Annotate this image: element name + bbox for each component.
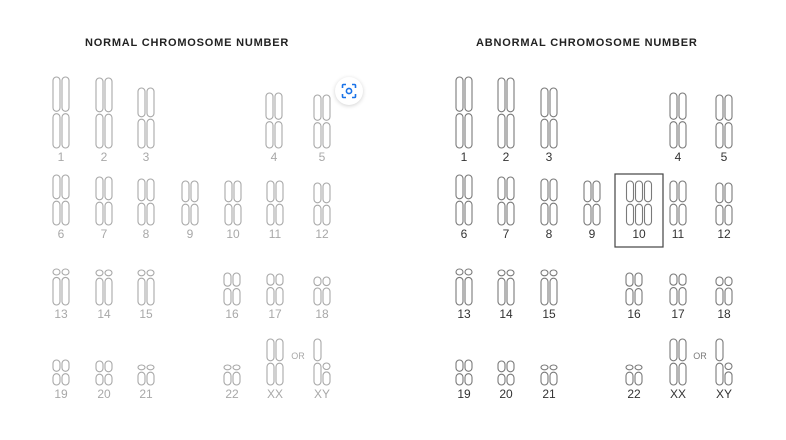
chromosome-abnormal-17 bbox=[670, 274, 686, 305]
chromosome-label: 20 bbox=[97, 387, 111, 401]
chromosome-label: 5 bbox=[318, 150, 326, 164]
chromosome-abnormal-18 bbox=[716, 277, 732, 305]
chromosome-label: 10 bbox=[226, 227, 240, 241]
chromosome-abnormal-16 bbox=[626, 273, 642, 305]
chromosome-label: 19 bbox=[54, 387, 68, 401]
chromosome-abnormal-9 bbox=[584, 181, 600, 225]
chromosome-label: 14 bbox=[97, 307, 111, 321]
chromosome-abnormal-8 bbox=[541, 179, 557, 225]
chromosome-label: 6 bbox=[460, 227, 468, 241]
chromosome-abnormal-4 bbox=[670, 93, 686, 148]
chromosome-normal-XX bbox=[267, 339, 283, 385]
chromosome-abnormal-10 bbox=[627, 181, 652, 225]
chromosome-abnormal-21 bbox=[541, 365, 557, 385]
chromosome-label: 18 bbox=[717, 307, 731, 321]
chromosome-label: 12 bbox=[717, 227, 731, 241]
chromosome-normal-18 bbox=[314, 277, 330, 305]
chromosome-label: 1 bbox=[460, 150, 468, 164]
chromosome-label: 15 bbox=[139, 307, 153, 321]
chromosome-abnormal-20 bbox=[498, 361, 514, 385]
chromosome-abnormal-XX bbox=[670, 339, 686, 385]
chromosome-label: 6 bbox=[57, 227, 65, 241]
chromosome-label: 22 bbox=[627, 387, 641, 401]
chromosome-abnormal-13 bbox=[456, 269, 472, 305]
chromosome-label: 20 bbox=[499, 387, 513, 401]
chromosome-label: 4 bbox=[270, 150, 278, 164]
chromosome-label: 11 bbox=[268, 227, 282, 241]
chromosome-label: 17 bbox=[268, 307, 282, 321]
chromosome-normal-20 bbox=[96, 361, 112, 385]
chromosome-label: XX bbox=[266, 387, 284, 401]
chromosome-normal-11 bbox=[267, 181, 283, 225]
chromosome-abnormal-15 bbox=[541, 270, 557, 305]
chromosome-label: 8 bbox=[545, 227, 553, 241]
chromosome-abnormal-22 bbox=[626, 365, 642, 385]
chromosome-label: 3 bbox=[545, 150, 553, 164]
or-label: OR bbox=[693, 351, 707, 361]
chromosome-normal-16 bbox=[224, 273, 240, 305]
chromosome-label: 3 bbox=[142, 150, 150, 164]
chromosome-normal-9 bbox=[182, 181, 198, 225]
abnormal-panel-title: ABNORMAL CHROMOSOME NUMBER bbox=[476, 37, 698, 49]
chromosome-normal-6 bbox=[53, 175, 69, 225]
chromosome-label: 18 bbox=[315, 307, 329, 321]
chromosome-normal-3 bbox=[138, 88, 154, 148]
chromosome-abnormal-1 bbox=[456, 77, 472, 148]
chromosome-label: 12 bbox=[315, 227, 329, 241]
chromosome-normal-19 bbox=[53, 360, 69, 385]
chromosome-label: XY bbox=[715, 387, 733, 401]
chromosome-normal-21 bbox=[138, 365, 154, 385]
chromosome-normal-2 bbox=[96, 78, 112, 148]
chromosome-normal-10 bbox=[225, 181, 241, 225]
chromosome-normal-XY bbox=[314, 339, 330, 385]
chromosome-abnormal-XY bbox=[716, 339, 732, 385]
chromosome-normal-7 bbox=[96, 177, 112, 225]
chromosome-label: 7 bbox=[502, 227, 510, 241]
chromosome-label: XY bbox=[313, 387, 331, 401]
chromosome-normal-15 bbox=[138, 270, 154, 305]
chromosome-label: 2 bbox=[502, 150, 510, 164]
chromosome-normal-22 bbox=[224, 365, 240, 385]
chromosome-label: 16 bbox=[225, 307, 239, 321]
chromosome-label: 10 bbox=[632, 227, 646, 241]
chromosome-normal-4 bbox=[266, 93, 282, 148]
chromosome-label: 17 bbox=[671, 307, 685, 321]
chromosome-label: 22 bbox=[225, 387, 239, 401]
chromosome-abnormal-11 bbox=[670, 181, 686, 225]
chromosome-label: 8 bbox=[142, 227, 150, 241]
chromosome-normal-5 bbox=[314, 95, 330, 148]
chromosome-label: 21 bbox=[139, 387, 153, 401]
chromosome-label: 5 bbox=[720, 150, 728, 164]
chromosome-normal-14 bbox=[96, 270, 112, 305]
chromosome-label: 2 bbox=[100, 150, 108, 164]
chromosome-abnormal-2 bbox=[498, 78, 514, 148]
chromosome-label: 1 bbox=[57, 150, 65, 164]
chromosome-normal-8 bbox=[138, 179, 154, 225]
chromosome-label: 7 bbox=[100, 227, 108, 241]
chromosome-label: 11 bbox=[671, 227, 685, 241]
visual-search-button[interactable] bbox=[335, 77, 363, 105]
chromosome-normal-1 bbox=[53, 77, 69, 148]
chromosome-abnormal-14 bbox=[498, 270, 514, 305]
chromosome-abnormal-5 bbox=[716, 95, 732, 148]
chromosome-label: 9 bbox=[186, 227, 194, 241]
chromosome-label: 14 bbox=[499, 307, 513, 321]
or-label: OR bbox=[291, 351, 305, 361]
chromosome-label: 21 bbox=[542, 387, 556, 401]
chromosome-abnormal-7 bbox=[498, 177, 514, 225]
chromosome-label: 13 bbox=[54, 307, 68, 321]
chromosome-label: XX bbox=[669, 387, 687, 401]
chromosome-normal-12 bbox=[314, 183, 330, 225]
chromosome-normal-13 bbox=[53, 269, 69, 305]
chromosome-abnormal-19 bbox=[456, 360, 472, 385]
chromosome-label: 16 bbox=[627, 307, 641, 321]
chromosome-label: 9 bbox=[588, 227, 596, 241]
chromosome-normal-17 bbox=[267, 274, 283, 305]
visual-search-icon bbox=[341, 83, 357, 99]
chromosome-label: 15 bbox=[542, 307, 556, 321]
chromosome-label: 19 bbox=[457, 387, 471, 401]
chromosome-label: 13 bbox=[457, 307, 471, 321]
chromosome-abnormal-6 bbox=[456, 175, 472, 225]
chromosome-abnormal-3 bbox=[541, 88, 557, 148]
chromosome-abnormal-12 bbox=[716, 183, 732, 225]
chromosome-label: 4 bbox=[674, 150, 682, 164]
normal-panel-title: NORMAL CHROMOSOME NUMBER bbox=[85, 37, 290, 49]
